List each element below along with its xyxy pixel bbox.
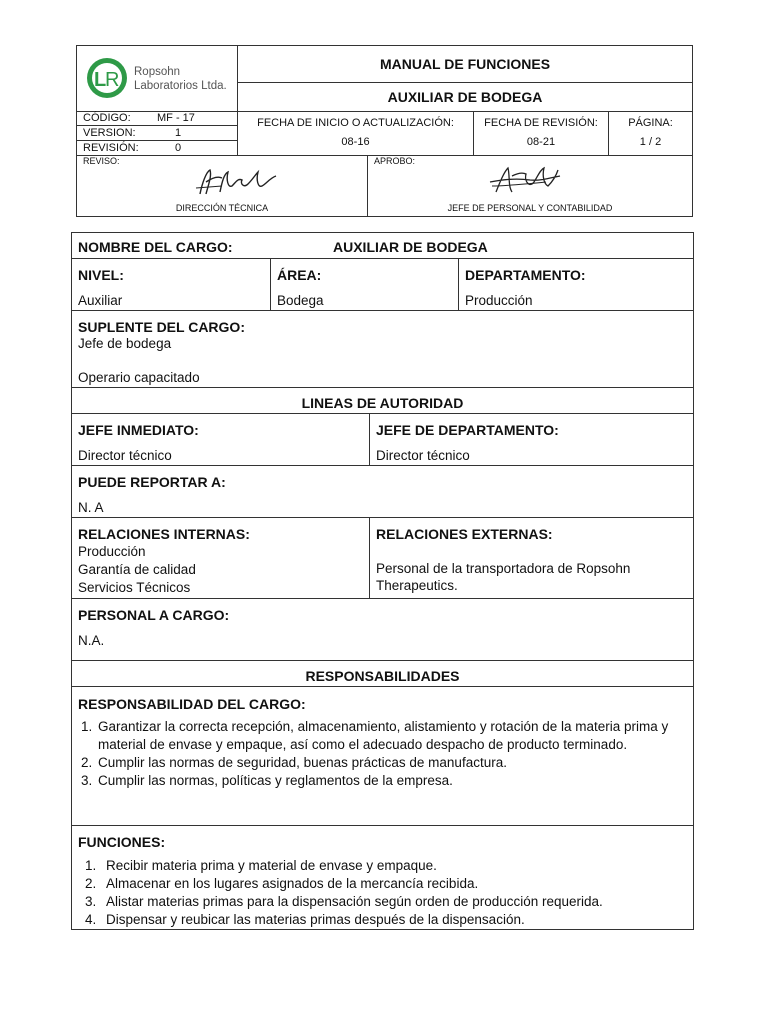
fecha-revision-value: 08-21 xyxy=(526,136,556,148)
personal-cargo-value: N.A. xyxy=(78,633,105,648)
codigo-value: MF - 17 xyxy=(157,112,195,124)
aprobo-role: JEFE DE PERSONAL Y CONTABILIDAD xyxy=(447,203,613,213)
codigo-label: CÓDIGO: xyxy=(83,112,131,124)
departamento-value: Producción xyxy=(465,293,533,308)
funcion-item: 1. Recibir materia prima y material de envase y empaque. xyxy=(100,857,682,875)
company-name-line1: Ropsohn xyxy=(134,66,181,78)
reviso-label: REVISO: xyxy=(83,156,120,166)
aprobo-label: APROBO: xyxy=(374,156,416,166)
reportar-label: PUEDE REPORTAR A: xyxy=(78,474,226,490)
pagina-value: 1 / 2 xyxy=(639,136,662,148)
funcion-item: 2. Almacenar en los lugares asignados de la mercancía recibida. xyxy=(100,875,682,893)
jefe-departamento-value: Director técnico xyxy=(376,448,470,463)
jefe-departamento-label: JEFE DE DEPARTAMENTO: xyxy=(376,422,559,438)
funciones-row xyxy=(72,826,693,929)
fecha-revision-cell xyxy=(474,112,609,156)
version-row xyxy=(77,126,237,141)
manual-title: MANUAL DE FUNCIONES xyxy=(238,46,692,83)
relaciones-internas-label: RELACIONES INTERNAS: xyxy=(78,526,250,542)
lineas-autoridad-title: LINEAS DE AUTORIDAD xyxy=(72,388,693,414)
fecha-revision-label: FECHA DE REVISIÓN: xyxy=(484,117,598,129)
aprobo-cell xyxy=(368,156,692,216)
area-value: Bodega xyxy=(277,293,324,308)
reviso-cell xyxy=(77,156,368,216)
revision-value: 0 xyxy=(175,142,182,154)
funciones-label: FUNCIONES: xyxy=(78,834,166,850)
version-label: VERSION: xyxy=(83,127,136,139)
reviso-role: DIRECCIÓN TÉCNICA xyxy=(175,203,269,213)
svg-text:R: R xyxy=(105,69,120,91)
relaciones-externas-label: RELACIONES EXTERNAS: xyxy=(376,526,553,542)
revision-row xyxy=(77,141,237,155)
responsabilidad-item: 2. Cumplir las normas de seguridad, buenas prácticas de manufactura. xyxy=(96,754,682,772)
area-label: ÁREA: xyxy=(277,267,322,283)
pagina-cell xyxy=(609,112,692,156)
suplente-row xyxy=(72,311,693,388)
relacion-interna-1: Producción xyxy=(78,544,146,559)
jefe-departamento-cell xyxy=(370,414,693,466)
suplente-item-2: Operario capacitado xyxy=(78,370,200,385)
responsabilidad-cargo-label: RESPONSABILIDAD DEL CARGO: xyxy=(78,696,306,712)
company-name-line2: Laboratorios Ltda. xyxy=(134,80,227,92)
pagina-label: PÁGINA: xyxy=(628,117,673,129)
codigo-row xyxy=(77,112,237,126)
aprobo-signature-icon xyxy=(486,162,566,198)
nombre-cargo-label: NOMBRE DEL CARGO: xyxy=(78,239,233,255)
relaciones-internas-cell xyxy=(72,518,370,599)
jefe-inmediato-value: Director técnico xyxy=(78,448,172,463)
company-logo-icon xyxy=(85,56,129,100)
nivel-value: Auxiliar xyxy=(78,293,123,308)
relaciones-externas-cell xyxy=(370,518,693,599)
fecha-inicio-value: 08-16 xyxy=(341,136,370,148)
funcion-item: 4. Dispensar y reubicar las materias primas después de la dispensación. xyxy=(100,911,682,929)
area-cell xyxy=(271,259,459,311)
jefe-inmediato-label: JEFE INMEDIATO: xyxy=(78,422,199,438)
jefe-inmediato-cell xyxy=(72,414,370,466)
departamento-cell xyxy=(459,259,693,311)
relaciones-externas-value: Personal de la transportadora de Ropsohn Therapeutics. xyxy=(376,561,631,593)
responsabilidades-list xyxy=(68,718,682,790)
fecha-inicio-label: FECHA DE INICIO O ACTUALIZACIÓN: xyxy=(257,117,454,129)
responsabilidades-title: RESPONSABILIDADES xyxy=(72,661,693,687)
departamento-label: DEPARTAMENTO: xyxy=(465,267,586,283)
personal-cargo-row xyxy=(72,599,693,661)
relacion-interna-2: Garantía de calidad xyxy=(78,562,196,577)
suplente-item-1: Jefe de bodega xyxy=(78,336,172,351)
logo-cell xyxy=(77,46,238,112)
responsabilidad-item: 3. Cumplir las normas, políticas y reglamentos de la empresa. xyxy=(96,772,682,790)
manual-subtitle: AUXILIAR DE BODEGA xyxy=(238,83,692,112)
nombre-cargo-value: AUXILIAR DE BODEGA xyxy=(333,239,488,255)
code-block xyxy=(77,112,238,156)
personal-cargo-label: PERSONAL A CARGO: xyxy=(78,607,230,623)
responsabilidad-item: 1. Garantizar la correcta recepción, almacenamiento, alistamiento y rotación de la materia prima y material de envase y empaque, así como el adecuado despacho de producto terminado. xyxy=(96,718,682,754)
funciones-list xyxy=(78,857,682,929)
fecha-inicio-cell xyxy=(238,112,474,156)
suplente-label: SUPLENTE DEL CARGO: xyxy=(78,319,245,335)
version-value: 1 xyxy=(175,127,182,139)
nivel-label: NIVEL: xyxy=(78,267,124,283)
reportar-value: N. A xyxy=(78,500,104,515)
revision-label: REVISIÓN: xyxy=(83,142,139,154)
company-name xyxy=(134,65,227,93)
svg-text:L: L xyxy=(94,69,107,91)
funcion-item: 3. Alistar materias primas para la dispensación según orden de producción requerida. xyxy=(100,893,682,911)
reviso-signature-icon xyxy=(192,164,282,198)
nivel-cell xyxy=(72,259,271,311)
responsabilidad-cargo-row xyxy=(72,687,693,826)
relacion-interna-3: Servicios Técnicos xyxy=(78,580,191,595)
reportar-row xyxy=(72,466,693,518)
nombre-cargo-row xyxy=(72,233,693,259)
